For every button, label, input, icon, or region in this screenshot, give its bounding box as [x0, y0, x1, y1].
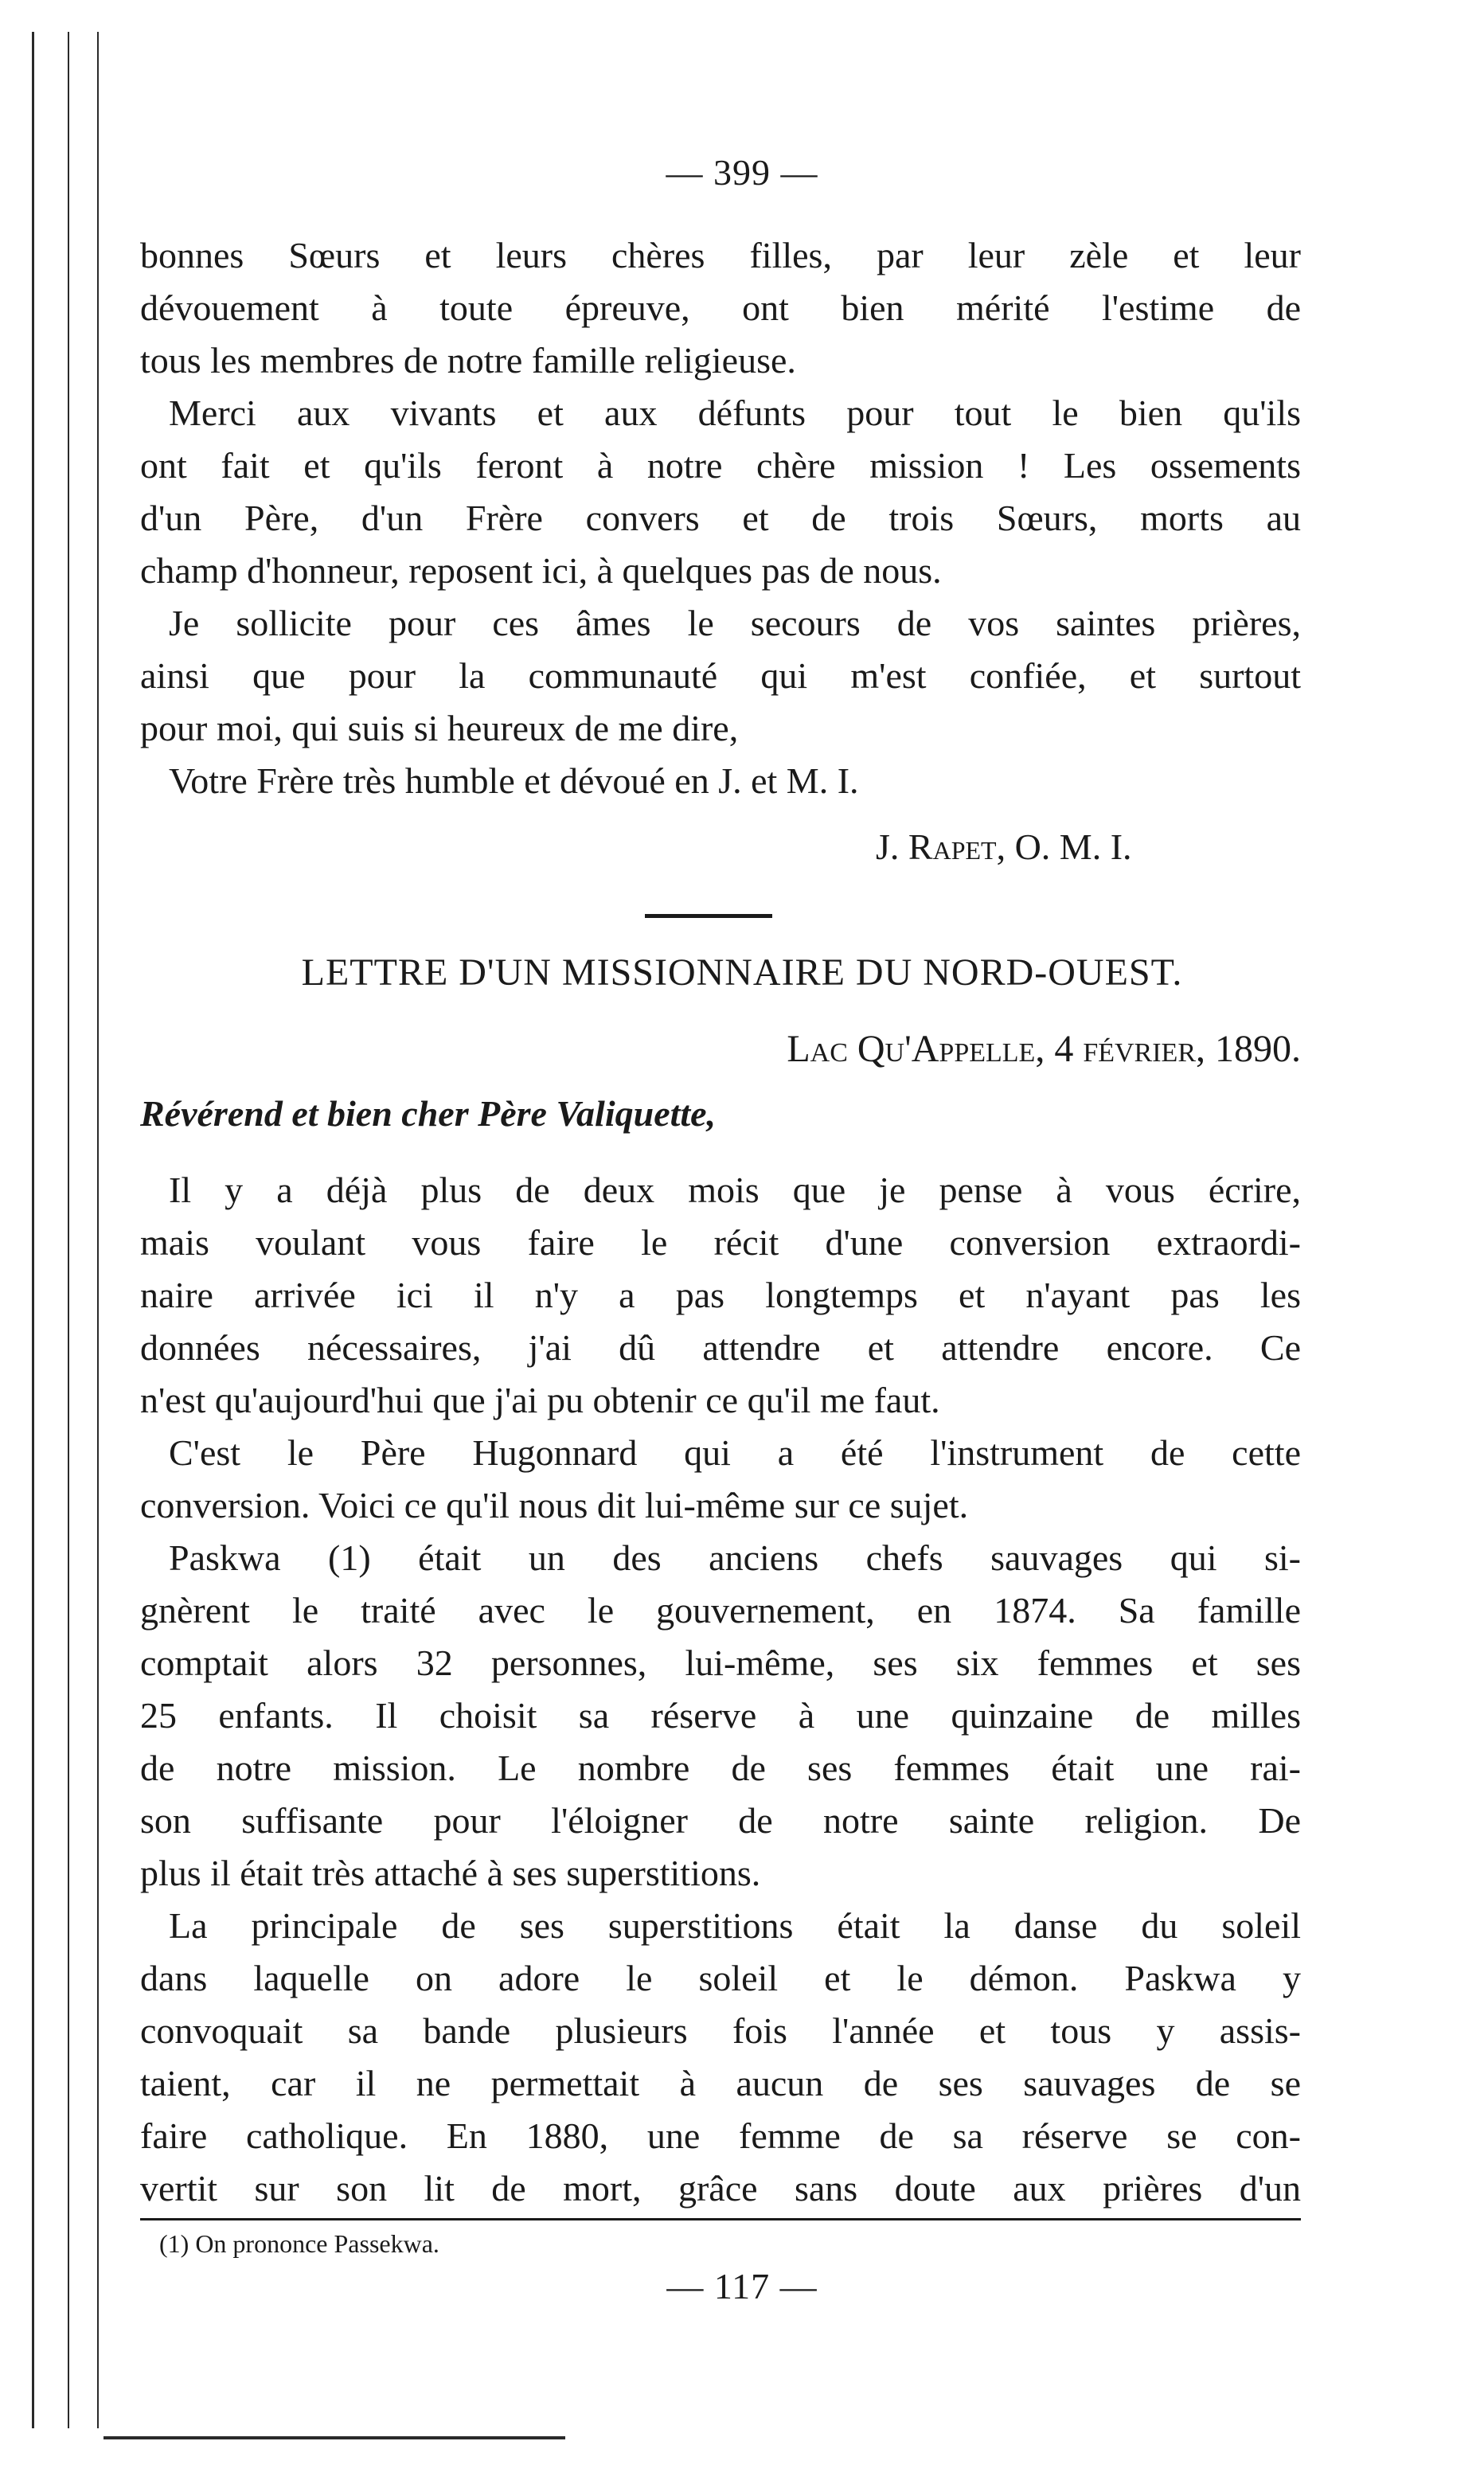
- text-line: Il y a déjà plus de deux mois que je pense à vous écrire,: [169, 1170, 1301, 1210]
- footnote: (1) On prononce Passekwa.: [159, 2229, 439, 2258]
- text-line: Merci aux vivants et aux défunts pour tout le bien qu'ils: [169, 393, 1301, 433]
- signature: J. Rapet, O. M. I.: [876, 826, 1132, 867]
- page-number-bottom: — 117 —: [666, 2266, 818, 2306]
- text-line: taient, car il ne permettait à aucun de ses sauvages de se: [140, 2063, 1301, 2103]
- text-line: pour moi, qui suis si heureux de me dire,: [140, 708, 739, 748]
- letter-ending-text: [140, 229, 1301, 807]
- text-line: comptait alors 32 personnes, lui-même, ses six femmes et ses: [140, 1642, 1301, 1683]
- text-line: conversion. Voici ce qu'il nous dit lui-même sur ce sujet.: [140, 1485, 969, 1525]
- text-line: C'est le Père Hugonnard qui a été l'instrument de cette: [169, 1432, 1301, 1473]
- footnote-rule: [140, 2218, 1301, 2220]
- text-line: plus il était très attaché à ses superstitions.: [140, 1853, 761, 1893]
- page-binding-edge: [24, 0, 111, 2488]
- text-line: ont fait et qu'ils feront à notre chère mission ! Les ossements: [140, 445, 1301, 486]
- text-line: convoquait sa bande plusieurs fois l'année et tous y assis-: [140, 2010, 1301, 2051]
- text-line: Je sollicite pour ces âmes le secours de vos saintes prières,: [169, 603, 1301, 643]
- binding-bottom-rule: [103, 2436, 565, 2439]
- text-line: bonnes Sœurs et leurs chères filles, par leur zèle et leur: [140, 235, 1301, 275]
- letter-body-text: [140, 1164, 1301, 2215]
- letter-heading: LETTRE D'UN MISSIONNAIRE DU NORD-OUEST.: [301, 951, 1183, 994]
- text-line: Paskwa (1) était un des anciens chefs sauvages qui si-: [169, 1537, 1301, 1578]
- text-line: de notre mission. Le nombre de ses femmes était une rai-: [140, 1748, 1301, 1788]
- text-line: champ d'honneur, reposent ici, à quelques pas de nous.: [140, 550, 942, 591]
- text-line: La principale de ses superstitions était la danse du soleil: [169, 1905, 1301, 1946]
- text-line: son suffisante pour l'éloigner de notre sainte religion. De: [140, 1800, 1301, 1841]
- text-line: naire arrivée ici il n'y a pas longtemps et n'ayant pas les: [140, 1275, 1301, 1315]
- text-line: données nécessaires, j'ai dû attendre et attendre encore. Ce: [140, 1327, 1301, 1368]
- text-line: d'un Père, d'un Frère convers et de trois Sœurs, morts au: [140, 498, 1301, 538]
- text-line: vertit sur son lit de mort, grâce sans doute aux prières d'un: [140, 2168, 1301, 2209]
- page-number-top: — 399 —: [666, 152, 818, 193]
- text-line: tous les membres de notre famille religieuse.: [140, 340, 796, 381]
- text-line: n'est qu'aujourd'hui que j'ai pu obtenir ce qu'il me faut.: [140, 1380, 940, 1420]
- text-line: ainsi que pour la communauté qui m'est confiée, et surtout: [140, 655, 1301, 696]
- text-line: dévouement à toute épreuve, ont bien mérité l'estime de: [140, 287, 1301, 328]
- closing-line: Votre Frère très humble et dévoué en J. et M. I.: [169, 760, 859, 801]
- text-line: gnèrent le traité avec le gouvernement, en 1874. Sa famille: [140, 1590, 1301, 1631]
- text-line: faire catholique. En 1880, une femme de sa réserve se con-: [140, 2115, 1301, 2156]
- section-divider: [645, 914, 772, 918]
- text-line: dans laquelle on adore le soleil et le démon. Paskwa y: [140, 1958, 1301, 1998]
- text-line: 25 enfants. Il choisit sa réserve à une quinzaine de milles: [140, 1695, 1301, 1736]
- salutation: Révérend et bien cher Père Valiquette,: [140, 1093, 717, 1134]
- text-line: mais voulant vous faire le récit d'une conversion extraordi-: [140, 1222, 1301, 1263]
- dateline: Lac Qu'Appelle, 4 février, 1890.: [787, 1028, 1301, 1070]
